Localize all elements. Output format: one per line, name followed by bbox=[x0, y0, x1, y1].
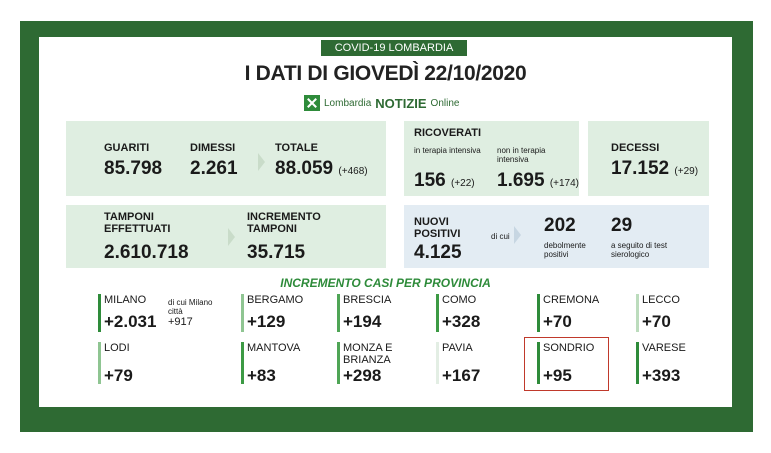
province-name: BRESCIA bbox=[343, 294, 392, 306]
nonti-label: non in terapia intensiva bbox=[497, 146, 546, 164]
province-bar bbox=[636, 342, 639, 384]
sondrio-highlight-box bbox=[524, 337, 609, 391]
province-bar bbox=[98, 294, 101, 332]
province-bar bbox=[98, 342, 101, 384]
province-value: +167 bbox=[442, 366, 481, 385]
province-value: +393 bbox=[642, 366, 681, 385]
page-title: I DATI DI GIOVEDÌ 22/10/2020 bbox=[244, 62, 527, 85]
totale-value: 88.059 (+468) bbox=[275, 158, 368, 179]
province-name: CREMONA bbox=[543, 294, 600, 306]
province-name: LECCO bbox=[642, 294, 680, 306]
ti-value: 156 (+22) bbox=[414, 170, 475, 191]
province-value: +70 bbox=[642, 312, 671, 331]
dimessi-label: DIMESSI bbox=[190, 142, 236, 154]
province-name: BERGAMO bbox=[247, 294, 304, 306]
province-name: MONZA E BRIANZA bbox=[343, 342, 393, 366]
province-name: VARESE bbox=[642, 342, 686, 354]
nuovi-value: 4.125 bbox=[414, 242, 462, 263]
header-tag: COVID-19 LOMBARDIA bbox=[321, 40, 467, 56]
ricoverati-label: RICOVERATI bbox=[414, 127, 482, 139]
arrow-icon bbox=[228, 228, 235, 246]
brand-logo bbox=[304, 94, 459, 112]
brand-prefix: Lombardia bbox=[324, 97, 372, 109]
province-value: +129 bbox=[247, 312, 286, 331]
sierologico-label: a seguito di test sierologico bbox=[611, 241, 668, 259]
provinces-title: INCREMENTO CASI PER PROVINCIA bbox=[280, 276, 491, 290]
dimessi-value: 2.261 bbox=[190, 158, 238, 179]
province-name: MILANO bbox=[104, 294, 147, 306]
decessi-value: 17.152 (+29) bbox=[611, 158, 699, 179]
province-value: +83 bbox=[247, 366, 276, 385]
ti-label: in terapia intensiva bbox=[414, 146, 481, 155]
brand-suffix: Online bbox=[430, 97, 460, 109]
province-value: +95 bbox=[543, 366, 572, 385]
tamponi-label: TAMPONI EFFETTUATI bbox=[104, 211, 171, 235]
debolmente-value: 202 bbox=[544, 215, 576, 236]
province-name: PAVIA bbox=[442, 342, 473, 354]
arrow-icon bbox=[514, 226, 521, 244]
province-name: COMO bbox=[442, 294, 477, 306]
guariti-value: 85.798 bbox=[104, 158, 163, 179]
province-bar bbox=[537, 294, 540, 332]
tamponi-value: 2.610.718 bbox=[104, 242, 189, 263]
province-bar bbox=[241, 342, 244, 384]
province-bar bbox=[436, 342, 439, 384]
province-value: +298 bbox=[343, 366, 382, 385]
sierologico-value: 29 bbox=[611, 215, 633, 236]
decessi-label: DECESSI bbox=[611, 142, 660, 154]
brand-name: NOTIZIE bbox=[375, 95, 427, 111]
province-value: +328 bbox=[442, 312, 481, 331]
province-name: SONDRIO bbox=[543, 342, 595, 354]
province-value: +79 bbox=[104, 366, 133, 385]
milano-city-label: di cui Milano città bbox=[168, 298, 213, 316]
province-bar bbox=[241, 294, 244, 332]
guariti-label: GUARITI bbox=[104, 142, 150, 154]
nonti-value: 1.695 (+174) bbox=[497, 170, 580, 191]
arrow-icon bbox=[258, 153, 265, 171]
debolmente-label: debolmente positivi bbox=[544, 241, 586, 259]
dicui-label: di cui bbox=[491, 232, 510, 241]
incremento-value: 35.715 bbox=[247, 242, 306, 263]
province-bar bbox=[436, 294, 439, 332]
milano-city-value: +917 bbox=[168, 316, 193, 328]
incremento-label: INCREMENTO TAMPONI bbox=[247, 211, 321, 235]
province-name: LODI bbox=[104, 342, 130, 354]
province-name: MANTOVA bbox=[247, 342, 301, 354]
province-value: +70 bbox=[543, 312, 572, 331]
province-value: +194 bbox=[343, 312, 382, 331]
lombardia-cross-icon bbox=[304, 95, 320, 111]
province-bar bbox=[337, 294, 340, 332]
nuovi-label: NUOVI POSITIVI bbox=[414, 216, 461, 240]
province-value: +2.031 bbox=[104, 312, 157, 331]
province-bar bbox=[337, 342, 340, 384]
province-bar bbox=[636, 294, 639, 332]
totale-label: TOTALE bbox=[275, 142, 318, 154]
